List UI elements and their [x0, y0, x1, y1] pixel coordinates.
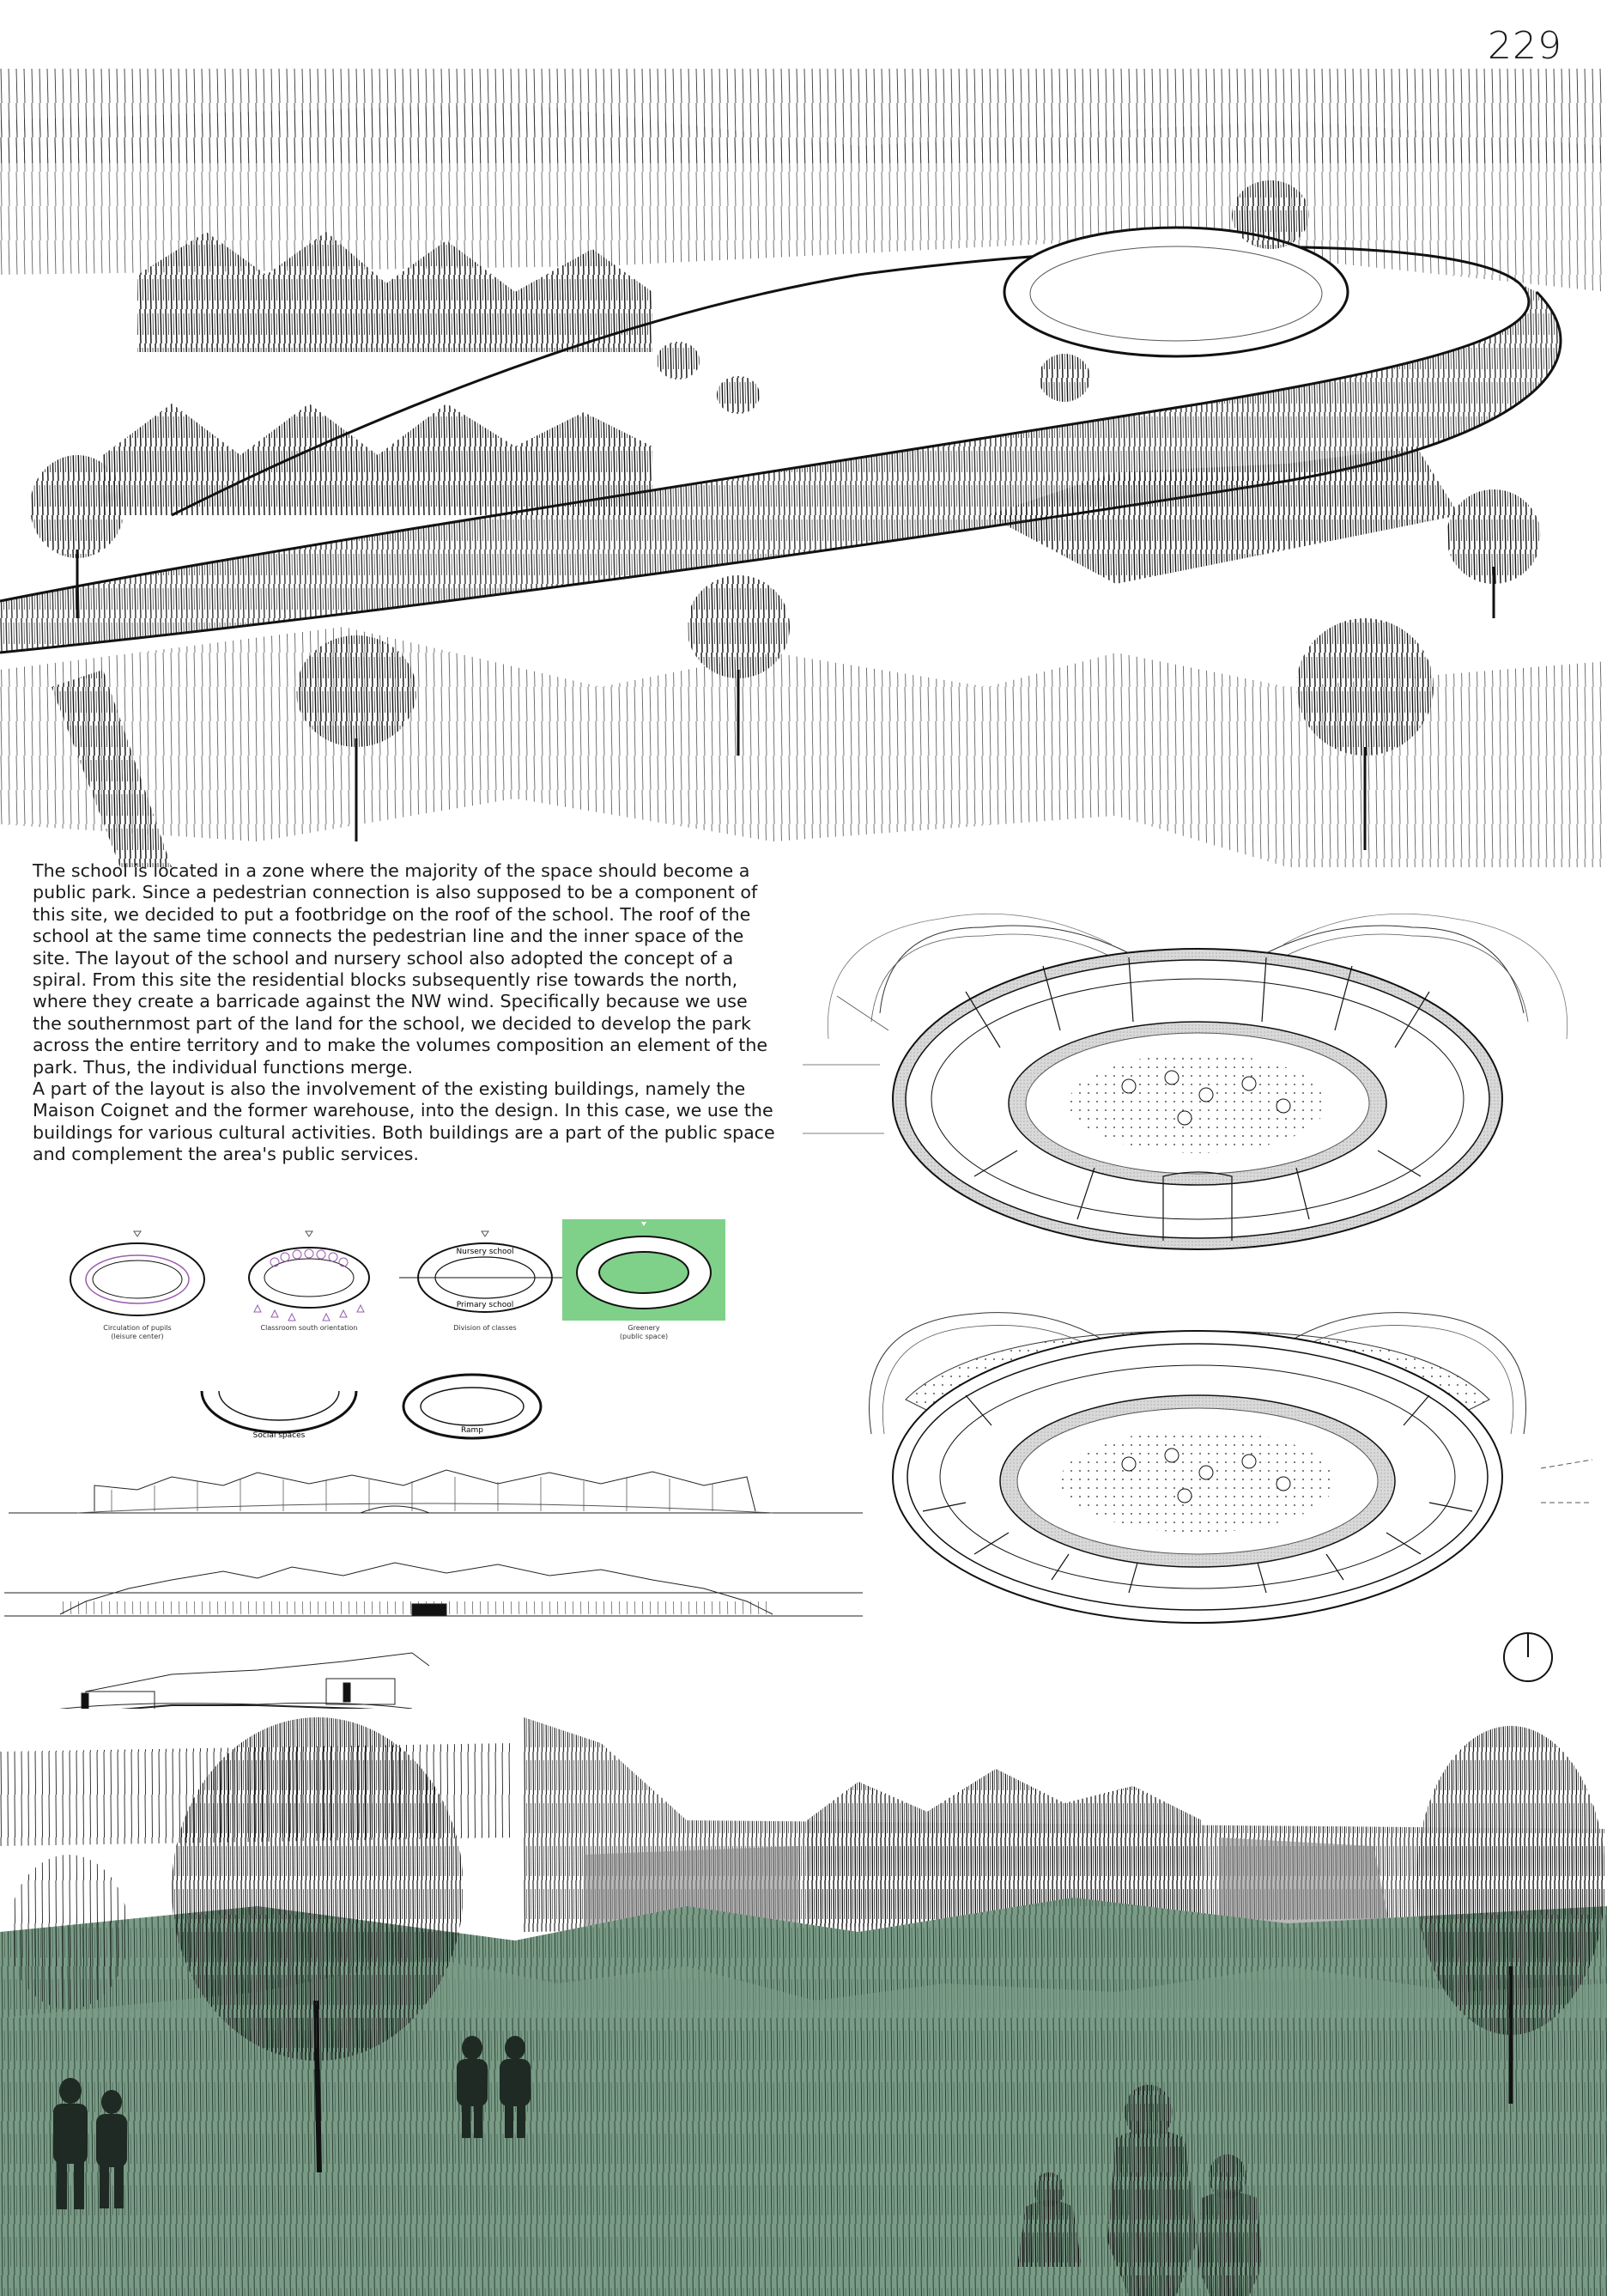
concept-diagrams	[52, 1219, 738, 1357]
social-spaces-diagram	[193, 1374, 365, 1443]
division-diagram	[399, 1228, 571, 1322]
page-number: 229	[1488, 24, 1562, 68]
description-text	[33, 860, 776, 1166]
greenery-sublabel: (public space)	[619, 1333, 669, 1340]
circulation-label: Circulation of pupils	[103, 1324, 172, 1332]
site-plans	[803, 893, 1592, 1683]
paragraph-1: The school is located in a zone where the majority of the space should become a public park. Since a pedestrian connection is also supposed to be a component of this site, we decided to put a footbridge on the roof of the school. The roof of the school at the same time connects the pedestrian line and the inner space of the site. The layout of the school and nursery school also adopted the concept of a spiral. From this site the residential blocks subsequently rise towards the north, where they create a barricade against the NW wind. Specifically because we use the southernmost part of the land for the school, we decided to develop the park across the entire territory and to make the volumes composition an element of the park. Thus, the individual functions merge.	[33, 860, 768, 1078]
division-label: Division of classes	[453, 1324, 517, 1332]
circulation-sublabel: (leisure center)	[111, 1333, 164, 1340]
aerial-sketch	[0, 69, 1607, 867]
tree-icon	[1446, 489, 1541, 618]
nursery-school-label: Nursery school	[456, 1248, 514, 1256]
orientation-label: Classroom south orientation	[260, 1324, 358, 1332]
orientation-diagram	[232, 1228, 386, 1322]
circulation-diagram	[60, 1228, 215, 1322]
paragraph-2: A part of the layout is also the involvement of the existing buildings, namely the Maison Coignet and the former warehouse, into the design. In this case, we use the buildings for various cultural activities. Both buildings are a part of the public space and complement the area's public services.	[33, 1078, 775, 1165]
greenery-diagram	[562, 1219, 725, 1321]
primary-school-label: Primary school	[456, 1301, 514, 1309]
section-1	[26, 1653, 429, 1714]
tree-icon	[9, 1855, 129, 2009]
park-perspective	[0, 1709, 1607, 2296]
elevation-drawings	[0, 1451, 867, 1734]
ramp-diagram	[399, 1372, 545, 1441]
elevation-1	[9, 1470, 863, 1513]
greenery-label: Greenery	[628, 1324, 660, 1332]
elevation-2	[4, 1563, 863, 1616]
upper-floor-plan	[870, 1313, 1593, 1623]
ground-floor-plan	[803, 914, 1568, 1249]
social-spaces-label: Social spaces	[252, 1431, 306, 1440]
north-arrow-icon	[1504, 1633, 1552, 1681]
ramp-label: Ramp	[460, 1426, 484, 1435]
